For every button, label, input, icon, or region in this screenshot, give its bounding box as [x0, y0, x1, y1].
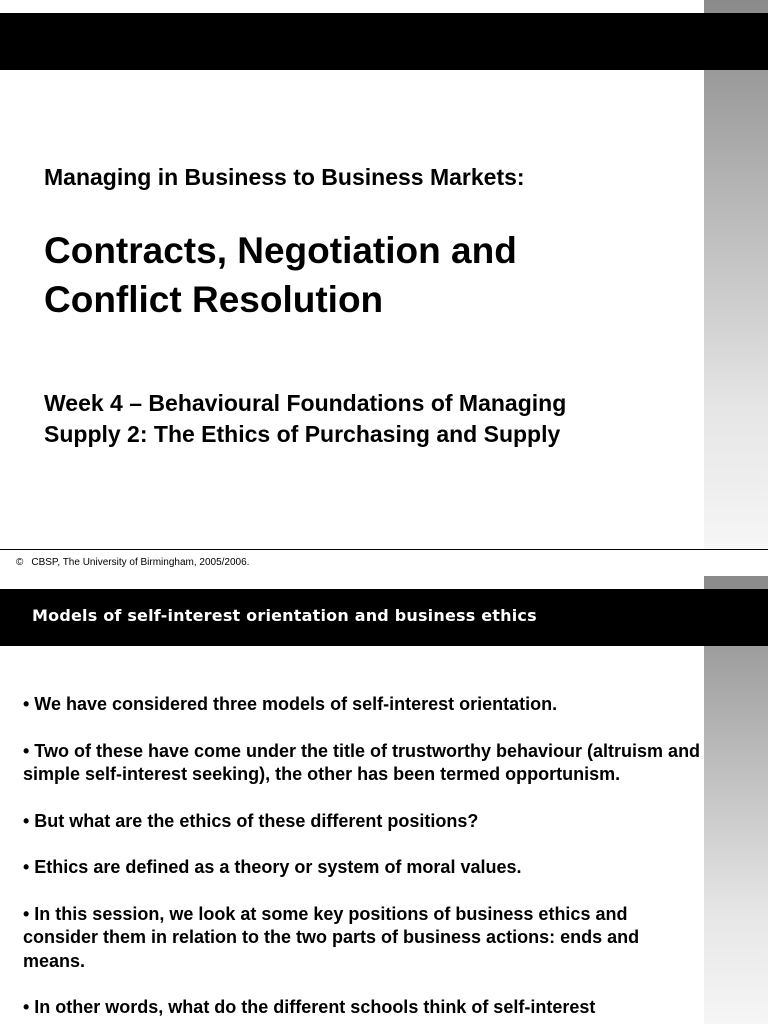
- bullet-item: • In this session, we look at some key positions of business ethics and consider them in relation to the two parts of business actions: ends and means.: [23, 903, 640, 971]
- header-bar: [0, 589, 768, 646]
- bullet-item: • Two of these have come under the title of trustworthy behaviour (altruism and simple self-interest seeking), the other has been termed opportunism.: [23, 740, 701, 784]
- slide-header: Models of self-interest orientation and business ethics: [32, 606, 537, 625]
- copyright-icon: ©: [16, 557, 24, 568]
- slide-title-line-1: Contracts, Negotiation and: [44, 230, 517, 271]
- slide-title-line-2: Conflict Resolution: [44, 279, 384, 320]
- side-gradient-decoration: [704, 0, 768, 548]
- bullet-list: [23, 693, 703, 1024]
- footer-divider: [0, 549, 768, 550]
- bullet-item: • Ethics are defined as a theory or system of moral values.: [23, 857, 522, 877]
- slide-subtitle: Managing in Business to Business Markets:: [44, 164, 525, 190]
- copyright-footer: [16, 557, 249, 568]
- week-title: [44, 388, 684, 450]
- top-bar: [0, 13, 768, 70]
- slide-title: [44, 226, 664, 324]
- bullet-item: • We have considered three models of self-interest orientation.: [23, 694, 558, 714]
- slide-2: [0, 576, 768, 1024]
- copyright-text: CBSP, The University of Birmingham, 2005/2006.: [31, 557, 250, 568]
- bullet-item: • In other words, what do the different schools think of self-interest: [23, 997, 596, 1017]
- week-title-line-2: Supply 2: The Ethics of Purchasing and Supply: [44, 421, 561, 447]
- bullet-item: • But what are the ethics of these different positions?: [23, 810, 479, 831]
- week-title-line-1: Week 4 – Behavioural Foundations of Managing: [44, 390, 567, 416]
